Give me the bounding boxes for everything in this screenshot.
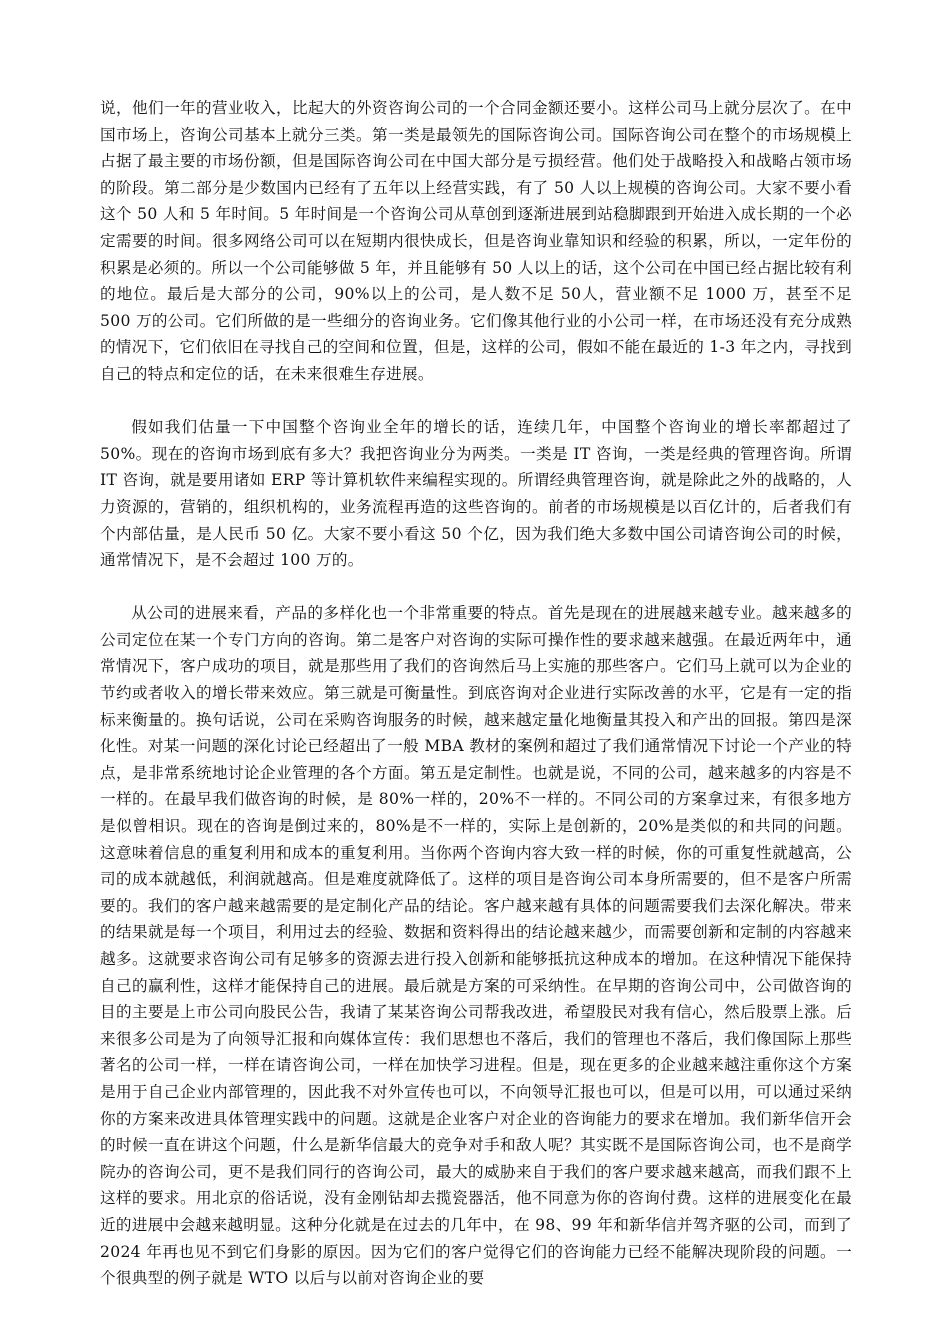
paragraph-3: 从公司的进展来看，产品的多样化也一个非常重要的特点。首先是现在的进展越来越专业。越来越多的公司定位在某一个专门方向的咨询。第二是客户对咨询的实际可操作性的要求越来越强。在最近两年中，通常情况下，客户成功的项目，就是那些用了我们的咨询然后马上实施的那些客户。它们马上就可以为企业的节约或者收入的增长带来效应。第三就是可衡量性。到底咨询对企业进行实际改善的水平，它是有一定的指标来衡量的。换句话说，公司在采购咨询服务的时候，越来越定量化地衡量其投入和产出的回报。第四是深化性。对某一问题的深化讨论已经超出了一般 MBA 教材的案例和超过了我们通常情况下讨论一个产业的特点，是非常系统地讨论企业管理的各个方面。第五是定制性。也就是说，不同的公司，越来越多的内容是不一样的。在最早我们做咨询的时候，是 80%一样的，20%不一样的。不同公司的方案拿过来，有很多地方是似曾相识。现在的咨询是倒过来的，80%是不一样的，实际上是创新的，20%是类似的和共同的问题。这意味着信息的重复利用和成本的重复利用。当你两个咨询内容大致一样的时候，你的可重复性就越高，公司的成本就越低，利润就越高。但是难度就降低了。这样的项目是咨询公司本身所需要的，但不是客户所需要的。我们的客户越来越需要的是定制化产品的结论。客户越来越有具体的问题需要我们去深化解决。带来的结果就是每一个项目，利用过去的经验、数据和资料得出的结论越来越少，而需要创新和定制的内容越来越多。这就要求咨询公司有足够多的资源去进行投入创新和能够抵抗这种成本的增加。在这种情况下能保持自己的赢利性，这样才能保持自己的进展。最后就是方案的可采纳性。在早期的咨询公司中，公司做咨询的目的主要是上市公司向股民公告，我请了某某咨询公司帮我改进，希望股民对我有信心，然后股票上涨。后来很多公司是为了向领导汇报和向媒体宣传：我们思想也不落后，我们的管理也不落后，我们像国际上那些著名的公司一样，一样在请咨询公司，一样在加快学习进程。但是，现在更多的企业越来越注重你这个方案是用于自己企业内部管理的，因此我不对外宣传也可以，不向领导汇报也可以，但是可以用，可以通过采纳你的方案来改进具体管理实践中的问题。这就是企业客户对企业的咨询能力的要求在增加。我们新华信开会的时候一直在讲这个问题，什么是新华信最大的竞争对手和敌人呢？其实既不是国际咨询公司，也不是商学院办的咨询公司，更不是我们同行的咨询公司，最大的威胁来自于我们的客户要求越来越高，而我们跟不上这样的要求。用北京的俗话说，没有金刚钻却去揽瓷器活，他不同意为你的咨询付费。这样的进展变化在最近的进展中会越来越明显。这种分化就是在过去的几年中，在 98、99 年和新华信并驾齐驱的公司，而到了 2024 年再也见不到它们身影的原因。因为它们的客户觉得它们的咨询能力已经不能解决现阶段的问题。一个很典型的例子就是 WTO 以后与以前对咨询企业的要	[100, 604, 852, 1288]
document-page	[100, 95, 852, 1318]
paragraph-1: 说，他们一年的营业收入，比起大的外资咨询公司的一个合同金额还要小。这样公司马上就分层次了。在中国市场上，咨询公司基本上就分三类。第一类是最领先的国际咨询公司。国际咨询公司在整个的市场规模上占据了最主要的市场份额，但是国际咨询公司在中国大部分是亏损经营。他们处于战略投入和战略占领市场的阶段。第二部分是少数国内已经有了五年以上经营实践，有了 50 人以上规模的咨询公司。大家不要小看这个 50 人和 5 年时间。5 年时间是一个咨询公司从草创到逐渐进展到站稳脚跟到开始进入成长期的一个必定需要的时间。很多网络公司可以在短期内很快成长，但是咨询业靠知识和经验的积累，所以，一定年份的积累是必须的。所以一个公司能够做 5 年，并且能够有 50 人以上的话，这个公司在中国已经占据比较有利的地位。最后是大部分的公司，90%以上的公司，是人数不足 50人，营业额不足 1000 万，甚至不足 500 万的公司。它们所做的是一些细分的咨询业务。它们像其他行业的小公司一样，在市场还没有充分成熟的情况下，它们依旧在寻找自己的空间和位置，但是，这样的公司，假如不能在最近的 1-3 年之内，寻找到自己的特点和定位的话，在未来很难生存进展。	[100, 99, 852, 383]
paragraph-2: 假如我们估量一下中国整个咨询业全年的增长的话，连续几年，中国整个咨询业的增长率都超过了 50%。现在的咨询市场到底有多大？我把咨询业分为两类。一类是 IT 咨询，一类是经典的管理咨询。所谓 IT 咨询，就是要用诸如 ERP 等计算机软件来编程实现的。所谓经典管理咨询，就是除此之外的战略的，人力资源的，营销的，组织机构的，业务流程再造的这些咨询的。前者的市场规模是以百亿计的，后者我们有个内部估量，是人民币 50 亿。大家不要小看这 50 个亿，因为我们绝大多数中国公司请咨询公司的时候，通常情况下，是不会超过 100 万的。	[100, 418, 852, 570]
